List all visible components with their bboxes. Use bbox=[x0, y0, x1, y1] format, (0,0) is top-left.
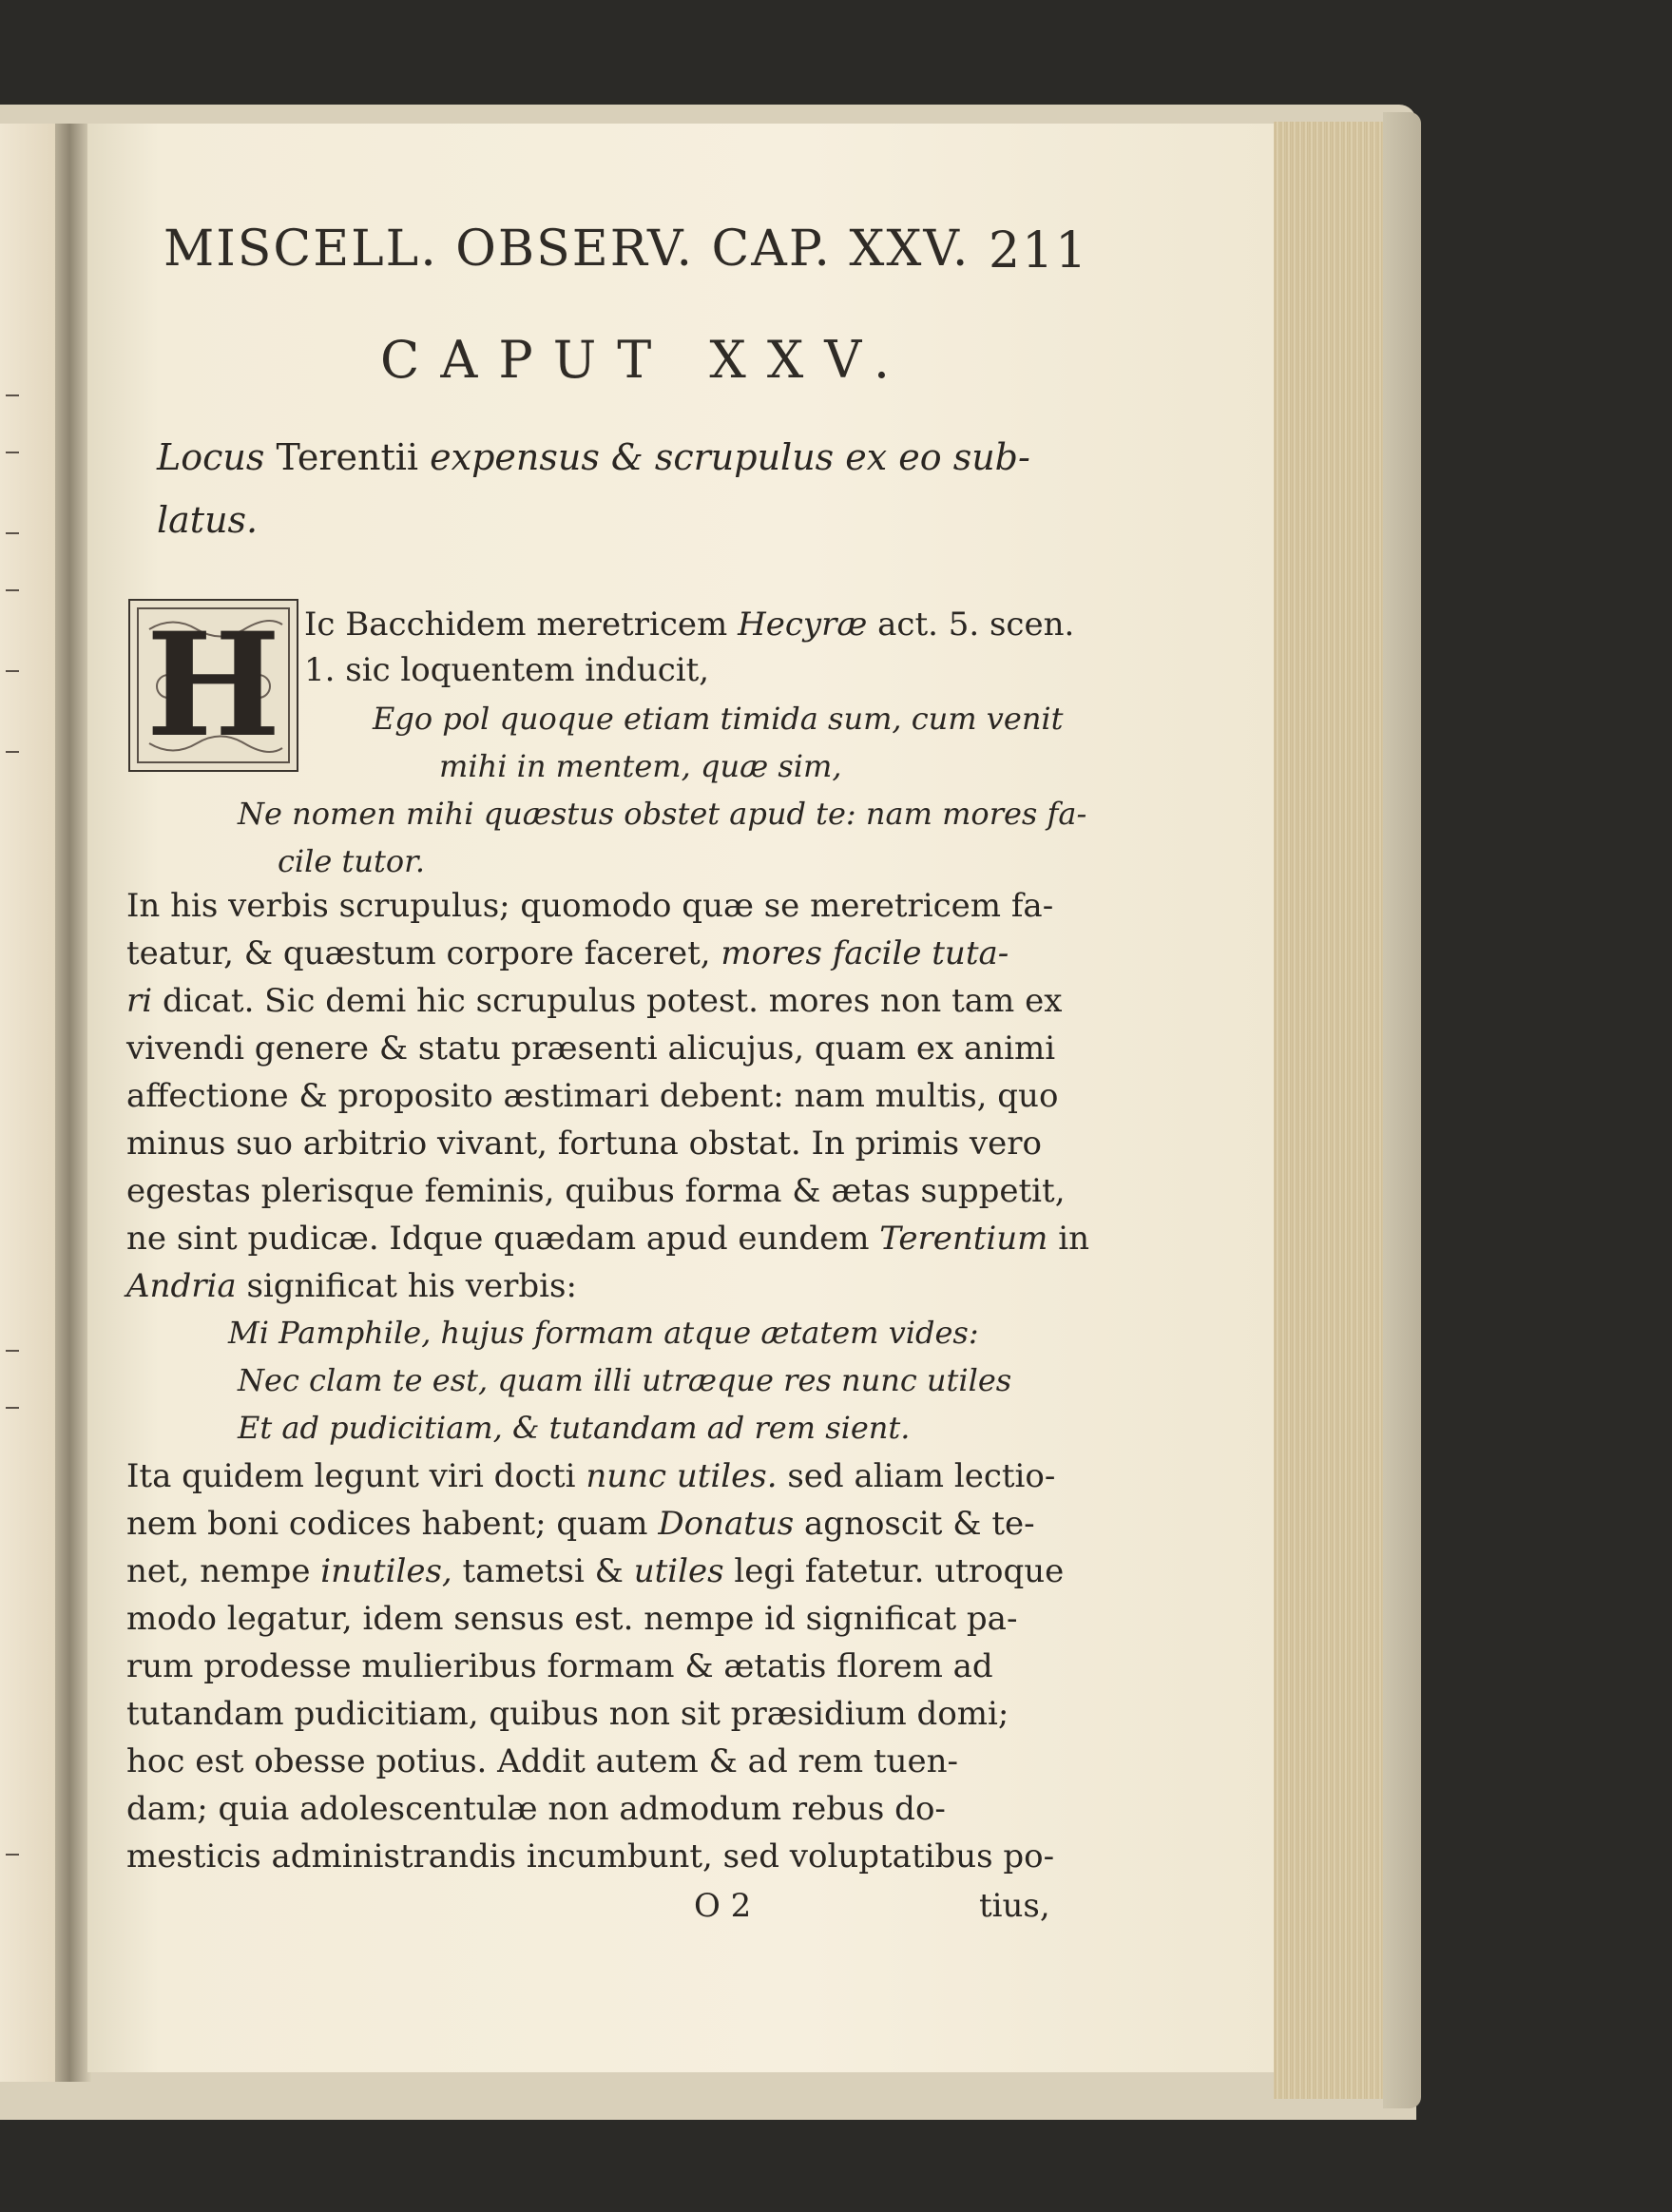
verse-line: Mi Pamphile, hujus formam atque ætatem vides: bbox=[228, 1315, 979, 1351]
text-line bbox=[126, 982, 1063, 1020]
text-run: dicat. Sic demi hic scrupulus potest. mores non tam ex bbox=[162, 982, 1063, 1020]
text-line bbox=[126, 934, 1009, 972]
text-run: net, nempe bbox=[126, 1552, 311, 1590]
text-line bbox=[126, 1267, 577, 1305]
left-mark bbox=[6, 1407, 19, 1409]
text-line: rum prodesse mulieribus formam & ætatis florem ad bbox=[126, 1647, 993, 1685]
chapter-subtitle bbox=[157, 436, 1030, 478]
text-line: modo legatur, idem sensus est. nempe id significat pa- bbox=[126, 1600, 1018, 1638]
text-run: significat his verbis: bbox=[246, 1267, 577, 1305]
text-run: mores facile tuta- bbox=[721, 934, 1009, 972]
text-run: Ita quidem legunt viri docti bbox=[126, 1457, 576, 1495]
verse-line: cile tutor. bbox=[278, 843, 426, 879]
signature-mark: O 2 bbox=[694, 1887, 752, 1925]
text-run: in bbox=[1058, 1220, 1089, 1258]
subtitle-word: expensus & scrupulus ex eo sub- bbox=[430, 436, 1030, 478]
initial-letter: H bbox=[145, 602, 281, 769]
text-run: inutiles, bbox=[320, 1552, 452, 1590]
text-run: Ic Bacchidem meretricem bbox=[304, 606, 728, 644]
verse-line: Ne nomen mihi quæstus obstet apud te: nam mores fa- bbox=[238, 796, 1087, 832]
page-fore-edge bbox=[1274, 122, 1388, 2099]
text-run: act. 5. scen. bbox=[877, 606, 1075, 644]
catchword: tius, bbox=[979, 1887, 1050, 1925]
text-line bbox=[126, 1457, 1056, 1495]
text-run: tametsi & bbox=[462, 1552, 624, 1590]
text-run: ne sint pudicæ. Idque quædam apud eundem bbox=[126, 1220, 870, 1258]
text-run: Andria bbox=[126, 1267, 237, 1305]
left-mark bbox=[6, 452, 19, 453]
text-line: dam; quia adolescentulæ non admodum rebus do- bbox=[126, 1790, 946, 1828]
subtitle-word: Locus bbox=[157, 436, 265, 478]
left-mark bbox=[6, 589, 19, 591]
text-run: agnoscit & te- bbox=[804, 1505, 1035, 1543]
text-line: In his verbis scrupulus; quomodo quæ se meretricem fa- bbox=[126, 887, 1054, 925]
text-run: utiles bbox=[633, 1552, 724, 1590]
left-mark bbox=[6, 1854, 19, 1856]
text-run: Donatus bbox=[658, 1505, 795, 1543]
cover-edge bbox=[1383, 112, 1421, 2108]
verse-line: Nec clam te est, quam illi utræque res nunc utiles bbox=[238, 1362, 1012, 1398]
text-line: vivendi genere & statu præsenti alicujus, quam ex animi bbox=[126, 1029, 1056, 1068]
subtitle-word: Terentii bbox=[276, 436, 419, 478]
text-line: egestas plerisque feminis, quibus forma & ætas suppetit, bbox=[126, 1172, 1066, 1210]
text-run: sed aliam lectio- bbox=[787, 1457, 1056, 1495]
verse-line: Et ad pudicitiam, & tutandam ad rem sient. bbox=[238, 1410, 911, 1446]
text-line: minus suo arbitrio vivant, fortuna obstat. In primis vero bbox=[126, 1125, 1042, 1163]
text-line bbox=[304, 606, 1075, 644]
decorated-initial bbox=[128, 599, 298, 772]
text-line: mesticis administrandis incumbunt, sed voluptatibus po- bbox=[126, 1837, 1055, 1875]
text-run: Terentium bbox=[879, 1220, 1048, 1258]
text-line bbox=[126, 1220, 1089, 1258]
text-run: nem boni codices habent; quam bbox=[126, 1505, 648, 1543]
gutter-shadow bbox=[55, 124, 91, 2082]
text-line: hoc est obesse potius. Addit autem & ad rem tuen- bbox=[126, 1742, 959, 1780]
left-mark bbox=[6, 1350, 19, 1352]
running-head: MISCELL. OBSERV. CAP. XXV. bbox=[163, 221, 971, 278]
left-mark bbox=[6, 670, 19, 672]
left-mark bbox=[6, 394, 19, 396]
text-line: 1. sic loquentem inducit, bbox=[304, 651, 710, 689]
text-run: nunc utiles. bbox=[586, 1457, 778, 1495]
left-page-marks bbox=[0, 124, 38, 2082]
text-line bbox=[126, 1552, 1065, 1590]
text-run: Hecyræ bbox=[738, 606, 868, 644]
verse-line: Ego pol quoque etiam timida sum, cum venit bbox=[373, 701, 1064, 737]
verse-line: mihi in mentem, quæ sim, bbox=[439, 748, 842, 784]
page-number: 211 bbox=[989, 222, 1089, 279]
text-run: teatur, & quæstum corpore faceret, bbox=[126, 934, 711, 972]
text-line: tutandam pudicitiam, quibus non sit præsidium domi; bbox=[126, 1695, 1009, 1733]
text-line bbox=[126, 1505, 1035, 1543]
chapter-heading: CAPUT XXV. bbox=[380, 330, 912, 390]
left-mark bbox=[6, 751, 19, 753]
text-run: legi fatetur. utroque bbox=[734, 1552, 1065, 1590]
text-run: ri bbox=[126, 982, 153, 1020]
chapter-subtitle-cont: latus. bbox=[157, 499, 259, 541]
text-line: affectione & proposito æstimari debent: nam multis, quo bbox=[126, 1077, 1059, 1115]
left-mark bbox=[6, 532, 19, 534]
